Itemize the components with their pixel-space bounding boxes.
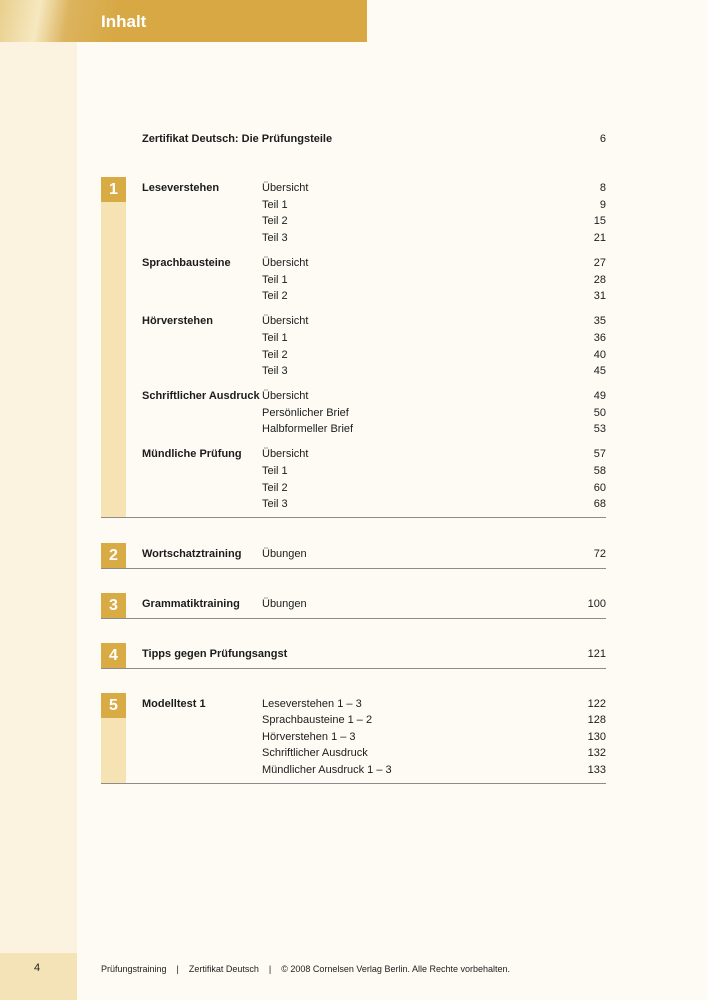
toc-row[interactable] — [142, 197, 606, 213]
toc-row[interactable] — [142, 330, 606, 346]
toc-category: Grammatiktraining — [142, 598, 240, 610]
toc-page-number: 100 — [587, 598, 606, 610]
toc-item-label: Teil 3 — [262, 365, 288, 377]
toc-item-label: Schriftlicher Ausdruck — [262, 747, 368, 759]
page-number: 4 — [34, 962, 41, 974]
toc-item-label: Teil 1 — [262, 465, 288, 477]
toc-row[interactable] — [142, 546, 606, 562]
toc-item-label: Teil 2 — [262, 349, 288, 361]
toc-page-number: 36 — [593, 332, 606, 344]
toc-item-label: Sprachbausteine 1 – 2 — [262, 714, 373, 726]
toc-intro-row[interactable] — [142, 131, 606, 147]
toc-category: Tipps gegen Prüfungsangst — [142, 648, 288, 660]
toc-row[interactable] — [142, 255, 606, 271]
header-bar — [0, 0, 367, 42]
toc-item-label: Übersicht — [262, 315, 309, 327]
toc-item-label: Teil 2 — [262, 290, 288, 302]
section-divider — [101, 568, 606, 569]
toc-row[interactable] — [142, 180, 606, 196]
toc-item-label: Teil 3 — [262, 232, 288, 244]
toc-item-label: Teil 3 — [262, 498, 288, 510]
toc-row[interactable] — [142, 405, 606, 421]
toc-category: Schriftlicher Ausdruck — [142, 390, 260, 402]
toc-item-label: Halbformeller Brief — [262, 423, 354, 435]
section-1-bar — [101, 177, 126, 517]
toc-row[interactable] — [142, 388, 606, 404]
toc-page-number: 8 — [599, 182, 606, 194]
toc-page-number: 21 — [593, 232, 606, 244]
toc-item-label: Teil 1 — [262, 332, 288, 344]
toc-item-label: Übersicht — [262, 182, 309, 194]
toc-category: Mündliche Prüfung — [142, 448, 242, 460]
toc-item-label: Übersicht — [262, 257, 309, 269]
toc-page-number: 49 — [593, 390, 606, 402]
toc-page-number: 28 — [593, 274, 606, 286]
toc-row[interactable] — [142, 696, 606, 712]
toc-page-number: 132 — [587, 747, 606, 759]
section-3-number: 3 — [101, 593, 126, 618]
toc-item-label: Übungen — [262, 598, 307, 610]
toc-category: Leseverstehen — [142, 182, 220, 194]
section-divider — [101, 668, 606, 669]
toc-item-label: Übungen — [262, 548, 307, 560]
section-divider — [101, 517, 606, 518]
toc-row[interactable] — [142, 446, 606, 462]
toc-row[interactable] — [142, 463, 606, 479]
toc-item-label: Hörverstehen 1 – 3 — [262, 731, 356, 743]
toc-page-number: 133 — [587, 764, 606, 776]
toc-page-number: 122 — [587, 698, 606, 710]
section-1-number: 1 — [101, 177, 126, 202]
section-5-number: 5 — [101, 693, 126, 718]
toc-item-label: Persönlicher Brief — [262, 407, 349, 419]
page-title: Inhalt — [101, 12, 147, 31]
toc-row[interactable] — [142, 272, 606, 288]
toc-page-number: 9 — [599, 199, 606, 211]
toc-page-number: 128 — [587, 714, 606, 726]
section-divider — [101, 618, 606, 619]
toc-row[interactable] — [142, 596, 606, 612]
toc-row[interactable] — [142, 363, 606, 379]
toc-row[interactable] — [142, 762, 606, 778]
toc-item-label: Leseverstehen 1 – 3 — [262, 698, 362, 710]
toc-page-number: 27 — [593, 257, 606, 269]
toc-row[interactable] — [142, 313, 606, 329]
toc-item-label: Mündlicher Ausdruck 1 – 3 — [262, 764, 392, 776]
toc-page-number: 57 — [593, 448, 606, 460]
toc-page-number: 45 — [593, 365, 606, 377]
toc-category: Modelltest 1 — [142, 698, 206, 710]
toc-row[interactable] — [142, 729, 606, 745]
toc-row[interactable] — [142, 646, 606, 662]
section-2-number: 2 — [101, 543, 126, 568]
toc-row[interactable] — [142, 230, 606, 246]
toc-page-number: 121 — [587, 648, 606, 660]
footer-page-band — [0, 953, 77, 1000]
toc-page-number: 53 — [593, 423, 606, 435]
toc-row[interactable] — [142, 496, 606, 512]
toc-item-label: Teil 1 — [262, 199, 288, 211]
toc-intro-label: Zertifikat Deutsch: Die Prüfungsteile — [142, 133, 333, 145]
toc-item-label: Teil 2 — [262, 482, 288, 494]
toc-page-number: 50 — [593, 407, 606, 419]
toc-row[interactable] — [142, 421, 606, 437]
left-margin-strip — [0, 0, 77, 1000]
toc-page-number: 40 — [593, 349, 606, 361]
toc-page-number: 31 — [593, 290, 606, 302]
toc-page-number: 35 — [593, 315, 606, 327]
toc-page-number: 58 — [593, 465, 606, 477]
toc-page-number: 6 — [599, 133, 606, 145]
section-divider — [101, 783, 606, 784]
toc-row[interactable] — [142, 288, 606, 304]
toc-item-label: Übersicht — [262, 390, 309, 402]
toc-row[interactable] — [142, 213, 606, 229]
toc-page-number: 68 — [593, 498, 606, 510]
toc-category: Hörverstehen — [142, 315, 213, 327]
toc-item-label: Übersicht — [262, 448, 309, 460]
toc-row[interactable] — [142, 745, 606, 761]
toc-page-number: 60 — [593, 482, 606, 494]
section-4-number: 4 — [101, 643, 126, 668]
toc-page-number: 130 — [587, 731, 606, 743]
toc-item-label: Teil 1 — [262, 274, 288, 286]
toc-page-number: 15 — [593, 215, 606, 227]
toc-row[interactable] — [142, 712, 606, 728]
footer-text: Prüfungstraining | Zertifikat Deutsch | © 2008 Cornelsen Verlag Berlin. Alle Rechte vorbehalten. — [101, 964, 511, 974]
toc-category: Wortschatztraining — [142, 548, 242, 560]
toc-row[interactable] — [142, 480, 606, 496]
toc-row[interactable] — [142, 347, 606, 363]
toc-item-label: Teil 2 — [262, 215, 288, 227]
toc-page-number: 72 — [593, 548, 606, 560]
toc-category: Sprachbausteine — [142, 257, 231, 269]
